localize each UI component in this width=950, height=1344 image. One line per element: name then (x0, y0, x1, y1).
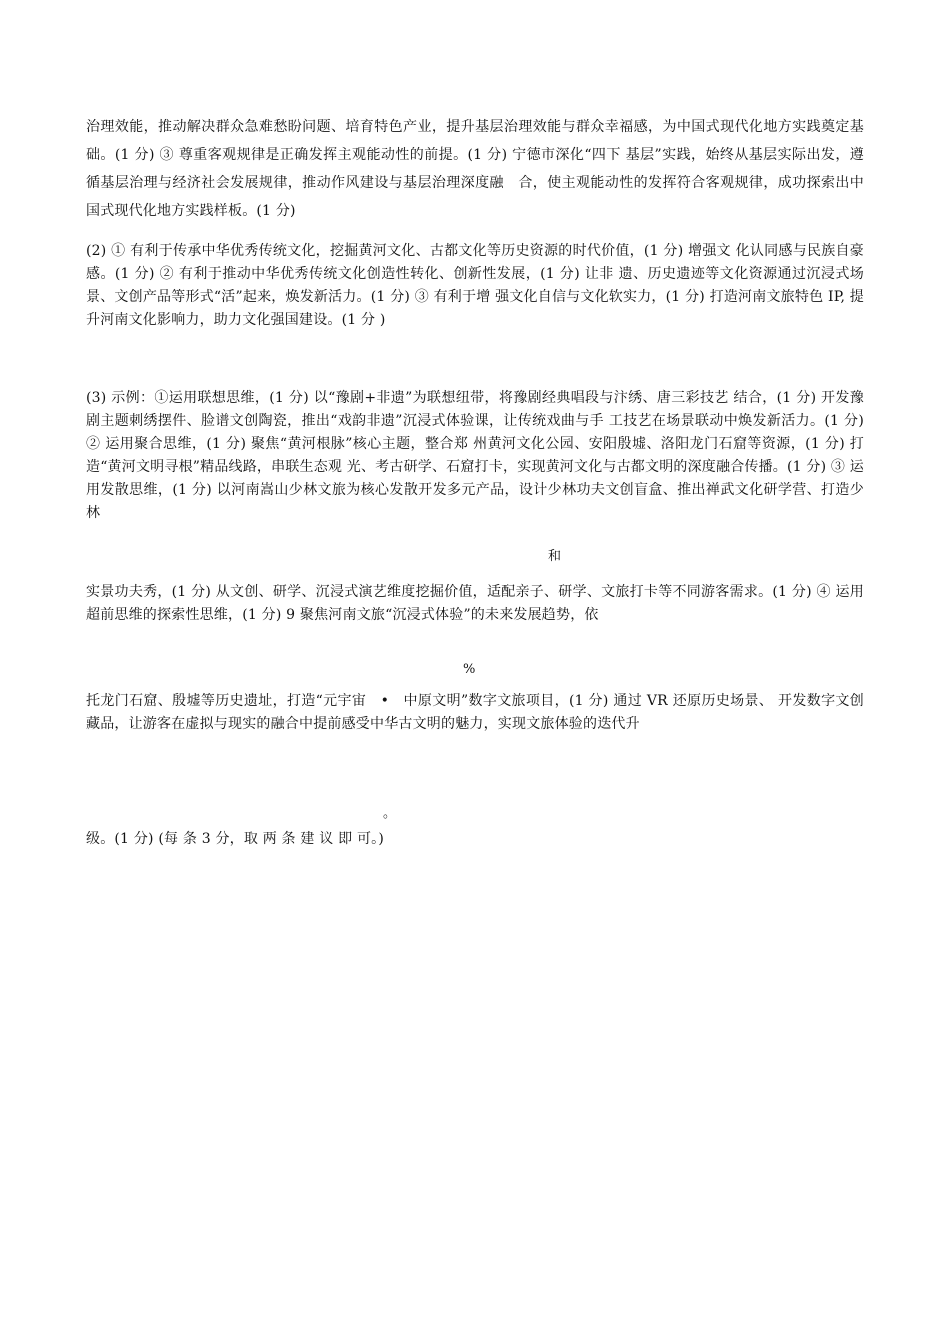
answer-paragraph-1: 治理效能，推动解决群众急难愁盼问题、培育特色产业，提升基层治理效能与群众幸福感，为中国式现代化地方实践奠定基础。(1 分) ③ 尊重客观规律是正确发挥主观能动性的前提。(1 分) 宁德市深化“四下 基层”实践，始终从基层实际出发，遵循基层治理与经济社会发展规律，推动作风建设与基层治理深度融 合，使主观能动性的发挥符合客观规律，成功探索出中国式现代化地方实践样板。(1 分) (86, 119, 864, 219)
answer-paragraph-5: 托龙门石窟、殷墟等历史遗址，打造“元宇宙 • 中原文明”数字文旅项目，(1 分) 通过 VR 还原历史场景、 开发数字文创藏品，让游客在虚拟与现实的融合中提前感受中华古文明的魅力，实现文旅体验的迭代升 (86, 693, 864, 732)
answer-paragraph-6: 级。(1 分) (每 条 3 分，取 两 条 建 议 即 可。) (86, 831, 385, 847)
stray-character-2: % (463, 662, 476, 677)
answer-paragraph-3: (3) 示例：①运用联想思维，(1 分) 以“豫剧+非遗”为联想纽带，将豫剧经典唱段与汴绣、唐三彩技艺 结合，(1 分) 开发豫剧主题刺绣摆件、脸谱文创陶瓷，推出“戏韵非遗”沉浸式体验课，让传统戏曲与手 工技艺在场景联动中焕发新活力。(1 分) ② 运用聚合思维，(1 分) 聚焦“黄河根脉”核心主题，整合郑 州黄河文化公园、安阳殷墟、洛阳龙门石窟等资源，(1 分) 打造“黄河文明寻根”精品线路，串联生态观 光、考古研学、石窟打卡，实现黄河文化与古都文明的深度融合传播。(1 分) ③ 运用发散思维，(1 分) 以河南嵩山少林文旅为核心发散开发多元产品，设计少林功夫文创盲盒、推出禅武文化研学营、打造少林 (86, 390, 864, 521)
answer-paragraph-2: (2) ① 有利于传承中华优秀传统文化，挖掘黄河文化、古都文化等历史资源的时代价值，(1 分) 增强文 化认同感与民族自豪感。(1 分) ② 有利于推动中华优秀传统文化创造性转化、创新性发展，(1 分) 让非 遗、历史遗迹等文化资源通过沉浸式场景、文创产品等形式“活”起来，焕发新活力。(1 分) ③ 有利于增 强文化自信与文化软实力，(1 分) 打造河南文旅特色 IP, 提升河南文化影响力，助力文化强国建设。(1 分 ) (86, 243, 864, 328)
answer-paragraph-4: 实景功夫秀，(1 分) 从文创、研学、沉浸式演艺维度挖掘价值，适配亲子、研学、文旅打卡等不同游客需求。(1 分) ④ 运用超前思维的探索性思维，(1 分) 9 聚焦河南文旅“沉浸式体验”的未来发展趋势，依 (86, 584, 864, 623)
stray-character-1: 和 (548, 549, 562, 564)
stray-character-3: 。 (383, 806, 397, 821)
